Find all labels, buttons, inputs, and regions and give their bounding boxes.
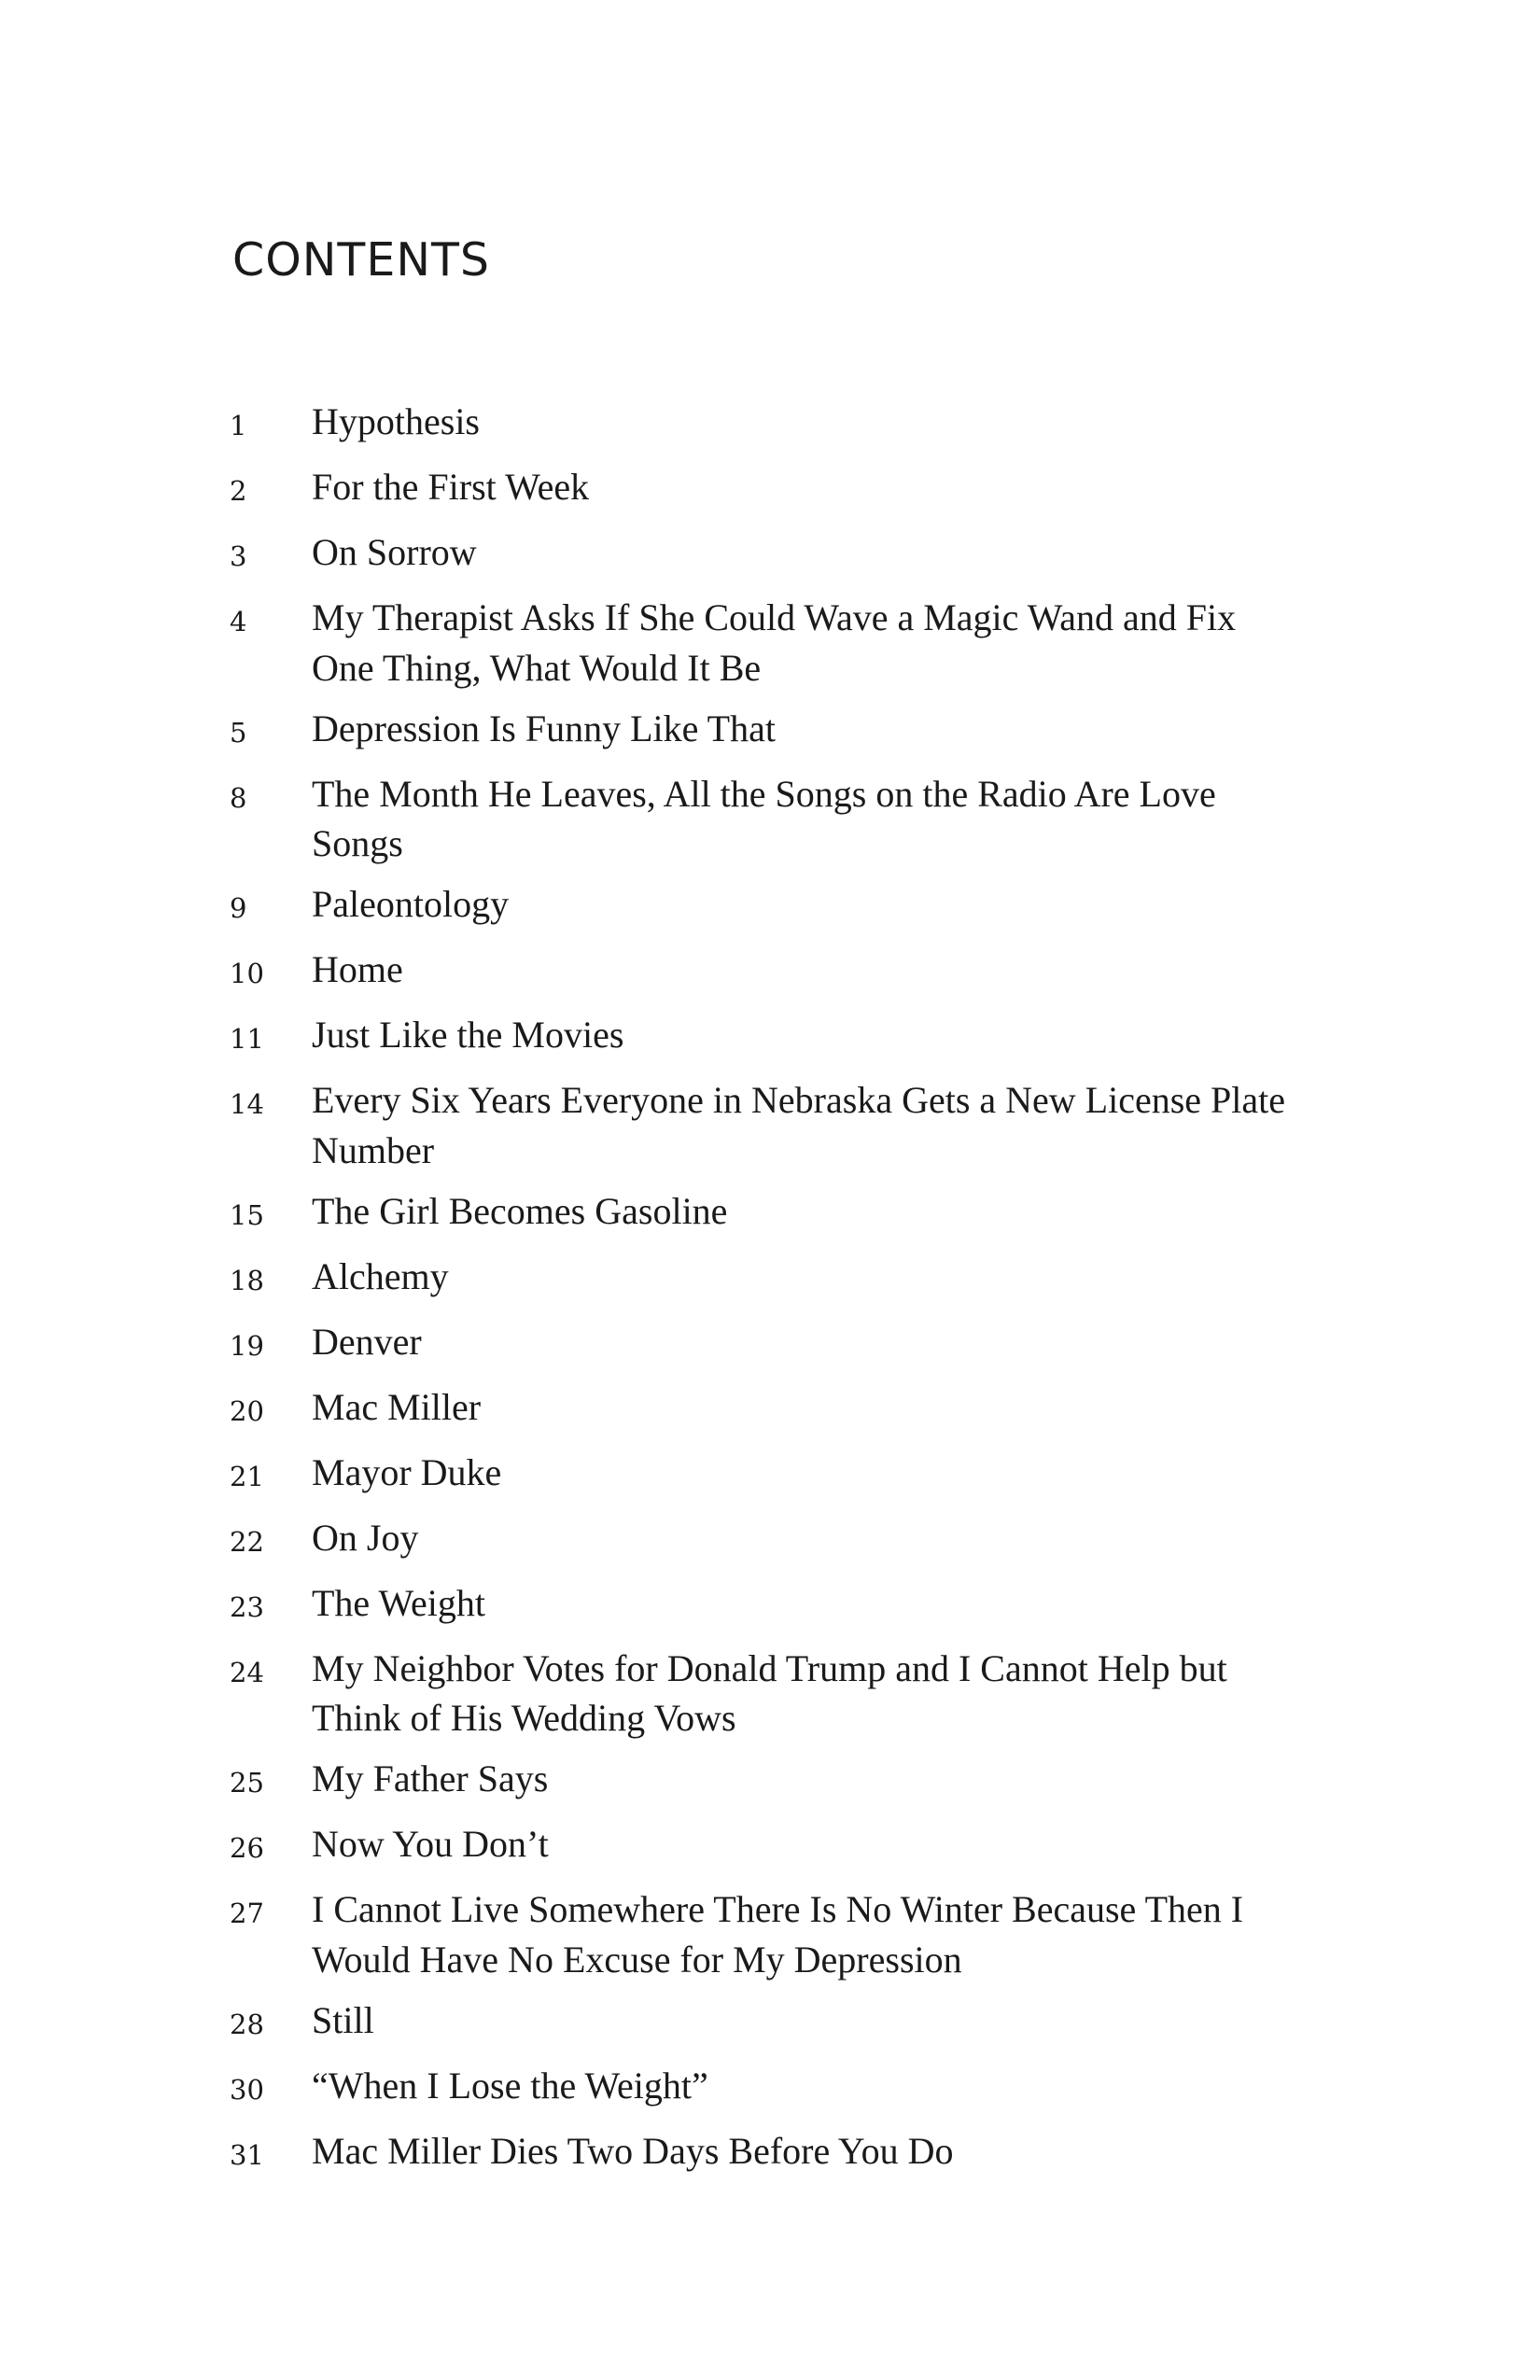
toc-title: Paleontology [312, 883, 510, 925]
toc-entry[interactable] [230, 527, 1303, 582]
toc-entry[interactable] [230, 1995, 1303, 2051]
toc-page-number: 9 [230, 892, 247, 924]
toc-page-number: 10 [230, 958, 264, 989]
toc-page-number: 2 [230, 475, 247, 507]
toc-page-number: 25 [230, 1767, 264, 1799]
toc-page-number: 8 [230, 781, 247, 814]
toc-title: Just Like the Movies [312, 1014, 624, 1056]
toc-entry[interactable] [230, 462, 1303, 517]
toc-entry[interactable] [230, 1382, 1303, 1437]
toc-entry[interactable] [230, 1448, 1303, 1503]
toc-page-number: 31 [230, 2138, 264, 2171]
toc-entry[interactable] [230, 1578, 1303, 1633]
toc-page-number: 23 [230, 1590, 264, 1623]
toc-title: “When I Lose the Weight” [312, 2064, 708, 2107]
toc-entry[interactable] [230, 1186, 1303, 1241]
toc-page-number: 28 [230, 2008, 264, 2040]
toc-title: Every Six Years Everyone in Nebraska Gets a New License Plate Number [312, 1079, 1286, 1171]
contents-heading: CONTENTS [232, 233, 491, 287]
toc-entry[interactable] [230, 1075, 1303, 1175]
toc-title: My Father Says [312, 1757, 549, 1799]
toc-entry[interactable] [230, 704, 1303, 759]
toc-title: Still [312, 1998, 374, 2041]
toc-title: Alchemy [312, 1254, 449, 1297]
toc-entry[interactable] [230, 1010, 1303, 1065]
toc-page-number: 27 [230, 1897, 264, 1929]
toc-page-number: 14 [230, 1088, 264, 1120]
toc-entry[interactable] [230, 1513, 1303, 1568]
toc-title: My Therapist Asks If She Could Wave a Magic Wand and Fix One Thing, What Would It Be [312, 596, 1237, 689]
toc-entry[interactable] [230, 1884, 1303, 1984]
toc-title: For the First Week [312, 466, 590, 508]
toc-entry[interactable] [230, 945, 1303, 1000]
toc-title: Denver [312, 1320, 422, 1363]
toc-page-number: 26 [230, 1832, 264, 1864]
toc-title: On Sorrow [312, 531, 477, 573]
toc-title: Now You Don’t [312, 1823, 549, 1865]
toc-page-number: 22 [230, 1525, 264, 1558]
toc-page-number: 4 [230, 606, 247, 637]
toc-title: My Neighbor Votes for Donald Trump and I Cannot Help but Think of His Wedding Vows [312, 1646, 1227, 1739]
toc-entry[interactable] [230, 1819, 1303, 1874]
toc-entry[interactable] [230, 1754, 1303, 1809]
toc-title: Mayor Duke [312, 1450, 502, 1493]
toc-page-number: 5 [230, 716, 247, 749]
toc-page-number: 1 [230, 410, 247, 441]
toc-title: Mac Miller Dies Two Days Before You Do [312, 2129, 954, 2172]
toc-entry[interactable] [230, 769, 1303, 869]
toc-entry[interactable] [230, 2061, 1303, 2116]
toc-list [230, 397, 1303, 2191]
toc-page-number: 15 [230, 1198, 264, 1231]
toc-entry[interactable] [230, 593, 1303, 693]
toc-entry[interactable] [230, 397, 1303, 452]
toc-entry[interactable] [230, 1644, 1303, 1743]
toc-entry[interactable] [230, 879, 1303, 934]
toc-entry[interactable] [230, 1317, 1303, 1372]
toc-title: Mac Miller [312, 1385, 482, 1428]
toc-page-number: 24 [230, 1656, 264, 1688]
toc-page-number: 21 [230, 1460, 264, 1492]
toc-page-number: 11 [230, 1023, 264, 1055]
toc-page-number: 18 [230, 1264, 264, 1296]
toc-title: Depression Is Funny Like That [312, 707, 776, 749]
toc-page-number: 20 [230, 1394, 264, 1427]
toc-entry[interactable] [230, 1252, 1303, 1307]
toc-title: The Weight [312, 1581, 485, 1624]
toc-title: Hypothesis [312, 400, 480, 442]
toc-title: The Month He Leaves, All the Songs on the Radio Are Love Songs [312, 772, 1216, 864]
toc-page-number: 19 [230, 1329, 264, 1362]
toc-title: I Cannot Live Somewhere There Is No Winter Because Then I Would Have No Excuse for My Depression [312, 1888, 1244, 1981]
toc-title: Home [312, 948, 403, 990]
toc-page-number: 30 [230, 2073, 264, 2106]
toc-page-number: 3 [230, 540, 247, 572]
toc-entry[interactable] [230, 2126, 1303, 2181]
toc-title: On Joy [312, 1516, 419, 1559]
toc-title: The Girl Becomes Gasoline [312, 1189, 728, 1232]
